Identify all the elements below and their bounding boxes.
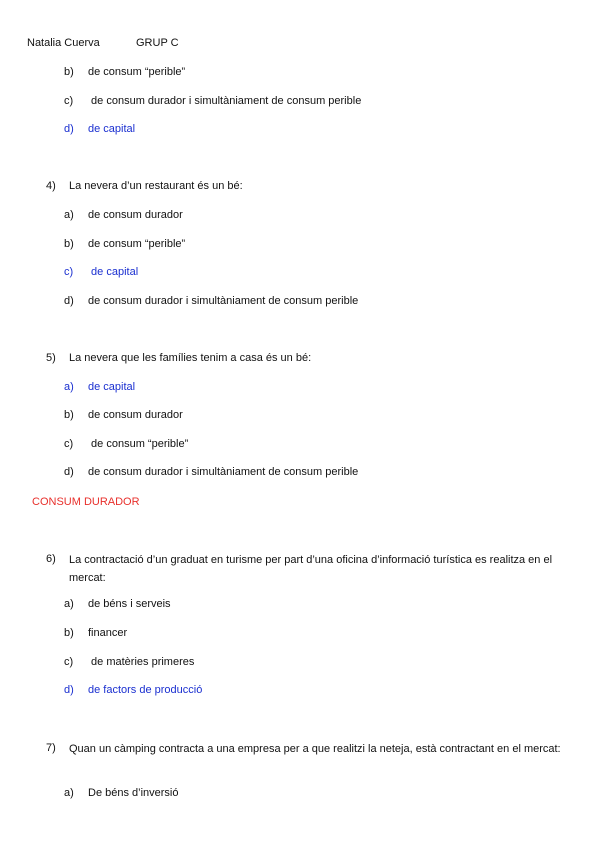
option-text: de consum durador i simultàniament de consum perible: [88, 95, 362, 107]
q5-option-d: [64, 466, 358, 478]
option-letter: d): [64, 123, 74, 135]
q4-option-c-answer: [64, 266, 138, 278]
q7-text: Quan un càmping contracta a una empresa per a que realitzi la neteja, està contractant en el mercat:: [69, 743, 561, 755]
q5-option-b: [64, 409, 183, 421]
option-text: de factors de producció: [88, 684, 203, 696]
option-letter: a): [64, 598, 74, 610]
q7-number: 7): [46, 742, 56, 754]
option-letter: a): [64, 381, 74, 393]
option-letter: d): [64, 466, 74, 478]
option-letter: b): [64, 627, 74, 639]
q5-correction-note: CONSUM DURADOR: [32, 496, 140, 508]
option-letter: a): [64, 209, 74, 221]
q5-option-a-answer: [64, 381, 135, 393]
option-text: de consum “perible”: [88, 66, 186, 78]
option-text: financer: [88, 627, 128, 639]
student-name: Natalia Cuerva: [27, 37, 100, 49]
option-letter: b): [64, 238, 74, 250]
option-text: de matèries primeres: [88, 656, 195, 668]
option-letter: c): [64, 656, 74, 668]
q5-text: La nevera que les famílies tenim a casa és un bé:: [69, 352, 312, 364]
option-text: de consum durador: [88, 209, 183, 221]
q5-option-c: [64, 438, 188, 450]
q4-option-b: [64, 238, 185, 250]
option-letter: c): [64, 266, 74, 278]
q6-option-a: [64, 598, 171, 610]
q4-option-a: [64, 209, 183, 221]
option-text: de capital: [88, 123, 136, 135]
option-text: de capital: [88, 266, 139, 278]
q3-option-c: [64, 95, 361, 107]
option-text: de capital: [88, 381, 136, 393]
group-label: GRUP C: [136, 37, 179, 49]
option-text: de béns i serveis: [88, 598, 171, 610]
option-text: de consum “perible”: [88, 238, 186, 250]
option-text: de consum “perible”: [88, 438, 189, 450]
option-letter: b): [64, 409, 74, 421]
q4-option-d: [64, 295, 358, 307]
option-letter: c): [64, 95, 74, 107]
q3-option-b: [64, 66, 185, 78]
q6-option-d-answer: [64, 684, 202, 696]
option-letter: b): [64, 66, 74, 78]
q7-option-a: [64, 787, 179, 799]
option-letter: d): [64, 684, 74, 696]
q6-number: 6): [46, 553, 56, 565]
option-letter: d): [64, 295, 74, 307]
q6-text: La contractació d’un graduat en turisme per part d’una oficina d’informació turística es realitza en el mercat:: [69, 554, 553, 584]
option-text: de consum durador i simultàniament de consum perible: [88, 295, 359, 307]
q6-option-c: [64, 656, 194, 668]
option-letter: c): [64, 438, 74, 450]
option-letter: a): [64, 787, 74, 799]
q5-number: 5): [46, 352, 56, 364]
q4-number: 4): [46, 180, 56, 192]
q4-text: La nevera d’un restaurant és un bé:: [69, 180, 243, 192]
q6-option-b: [64, 627, 127, 639]
option-text: De béns d’inversió: [88, 787, 179, 799]
q3-option-d-answer: [64, 123, 135, 135]
option-text: de consum durador i simultàniament de consum perible: [88, 466, 359, 478]
option-text: de consum durador: [88, 409, 183, 421]
